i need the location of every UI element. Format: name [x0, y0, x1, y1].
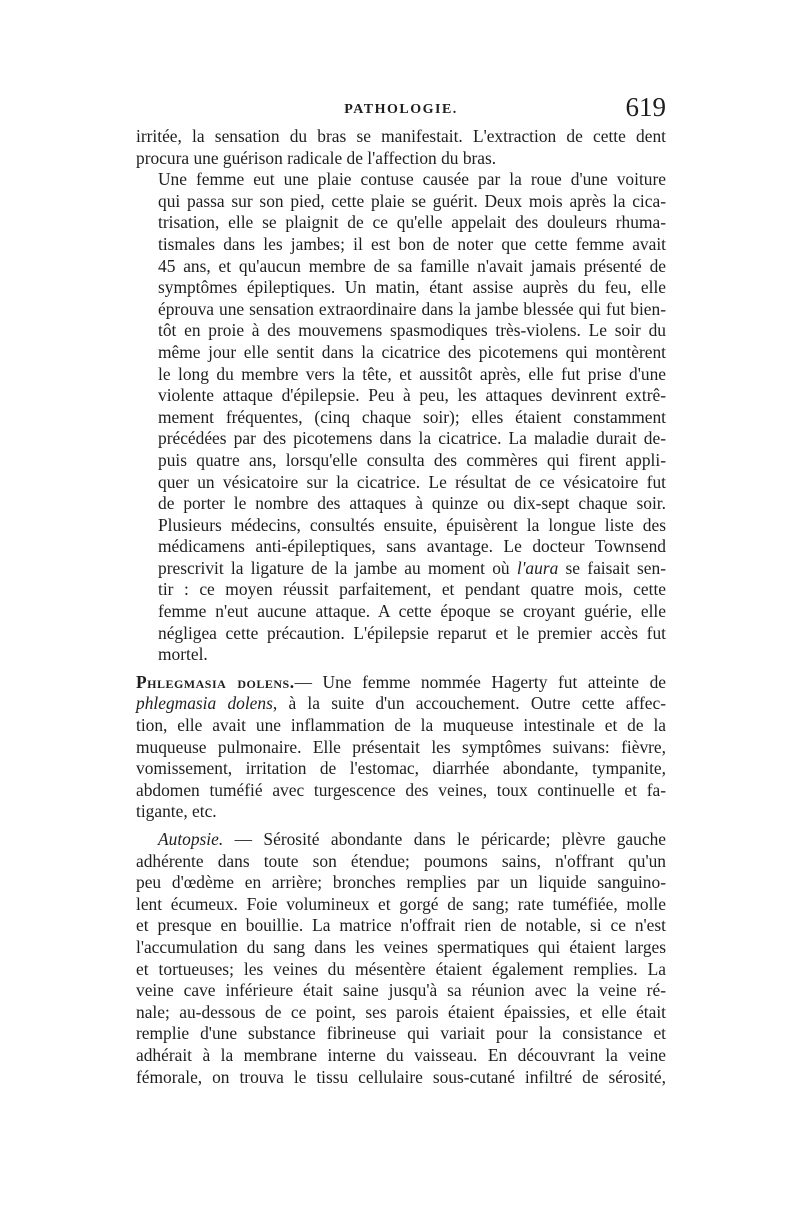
text-line: et presque en bouillie. La matrice n'offrait rien de notable, si ce n'est — [136, 915, 666, 936]
text-line: muqueuse pulmonaire. Elle présentait les symptômes suivans: fièvre, — [136, 736, 666, 757]
text-line: l'accumulation du sang dans les veines spermatiques qui étaient larges — [136, 936, 666, 957]
text-line: symptômes épileptiques. Un matin, étant assise auprès du feu, elle — [158, 277, 666, 298]
text-line: de porter le nombre des attaques à quinze ou dix-sept chaque soir. — [158, 493, 666, 514]
text-line: puis quatre ans, lorsqu'elle consulta des commères qui firent appli- — [158, 449, 666, 470]
text-line: négligea cette précaution. L'épilepsie reparut et le premier accès fut — [158, 622, 666, 643]
text-line: mement fréquentes, (cinq chaque soir); elles étaient constamment — [158, 406, 666, 427]
text-line: et tortueuses; les veines du mésentère étaient également remplies. La — [136, 958, 666, 979]
text-line: Plusieurs médecins, consultés ensuite, épuisèrent la longue liste des — [158, 514, 666, 535]
text-line: violente attaque d'épilepsie. Peu à peu, les attaques devinrent extrê- — [158, 385, 666, 406]
text-line: qui passa sur son pied, cette plaie se guérit. Deux mois après la cica- — [158, 190, 666, 211]
paragraph-epilepsy-case — [136, 169, 666, 666]
text-line: éprouva une sensation extraordinaire dans la jambe blessée qui fut bien- — [158, 298, 666, 319]
page-number: 619 — [625, 92, 666, 122]
text-line: prescrivit la ligature de la jambe au moment où l'aura se faisait sen- — [158, 557, 666, 578]
text-line: remplie d'une substance fibrineuse qui variait pour la consistance et — [136, 1023, 666, 1044]
text-line: trisation, elle se plaignit de ce qu'elle appelait des douleurs rhuma- — [158, 212, 666, 233]
body-text — [136, 126, 666, 1088]
paragraph-phlegmasia-dolens — [136, 672, 666, 823]
text-line — [136, 829, 666, 851]
paragraph-dent-extraction — [136, 126, 666, 169]
running-header — [136, 92, 666, 126]
text-line: tôt en proie à des mouvemens spasmodiques très-violens. Le soir du — [158, 320, 666, 341]
text-line: adhérait à la membrane interne du vaisseau. En découvrant la veine — [136, 1044, 666, 1065]
text-line: adhérente dans toute son étendue; poumons sains, n'offrant qu'un — [136, 850, 666, 871]
text-line — [136, 672, 666, 694]
text-line: le long du membre vers la tête, et aussitôt après, elle fut prise d'une — [158, 363, 666, 384]
text-line: abdomen tuméfié avec turgescence des veines, toux continuelle et fa- — [136, 779, 666, 800]
text-line: femme n'eut aucune attaque. A cette époque se croyant guérie, elle — [158, 601, 666, 622]
text-line: fémorale, on trouva le tissu cellulaire sous-cutané infiltré de sérosité, — [136, 1066, 666, 1087]
paragraph-autopsie — [136, 829, 666, 1088]
text-line: médicamens anti-épileptiques, sans avantage. Le docteur Townsend — [158, 536, 666, 557]
text-line: tismales dans les jambes; il est bon de noter que cette femme avait — [158, 233, 666, 254]
text-line: tigante, etc. — [136, 801, 217, 822]
text-line: tion, elle avait une inflammation de la muqueuse intestinale et de la — [136, 715, 666, 736]
text-fragment: — Une femme nommée Hagerty fut atteinte de — [294, 671, 667, 692]
text-line: 45 ans, et qu'aucun membre de sa famille n'avait jamais présenté de — [158, 255, 666, 276]
text-line: même jour elle sentit dans la cicatrice des picotemens qui montèrent — [158, 341, 666, 362]
text-line: phlegmasia dolens, à la suite d'un accouchement. Outre cette affec- — [136, 693, 666, 714]
text-line: mortel. — [158, 644, 208, 665]
text-line: précédées par des picotemens dans la cicatrice. La maladie durait de- — [158, 428, 666, 449]
text-line: quer un vésicatoire sur la cicatrice. Le résultat de ce vésicatoire fut — [158, 471, 666, 492]
section-heading: Phlegmasia dolens. — [136, 671, 295, 692]
text-line: nale; au-dessous de ce point, ses parois étaient épaissies, et elle était — [136, 1001, 666, 1022]
text-line: lent écumeux. Foie volumineux et gorgé de sang; rate tuméfiée, molle — [136, 893, 666, 914]
latin-term: l'aura — [516, 557, 559, 578]
text-line: Une femme eut une plaie contuse causée par la roue d'une voiture — [158, 169, 666, 190]
text-line: irritée, la sensation du bras se manifestait. L'extraction de cette dent — [136, 126, 666, 146]
text-line: tir : ce moyen réussit parfaitement, et pendant quatre mois, cette — [158, 579, 666, 600]
section-heading: Autopsie. — [158, 829, 224, 849]
running-title: PATHOLOGIE. — [344, 102, 458, 117]
text-line: procura une guérison radicale de l'affection du bras. — [136, 147, 497, 168]
text-line: peu d'œdème en arrière; bronches remplies par un liquide sanguino- — [136, 872, 666, 893]
text-line: veine cave inférieure était saine jusqu'à sa réunion avec la veine ré- — [136, 980, 666, 1001]
latin-term: phlegmasia dolens — [136, 693, 273, 714]
text-fragment: — Sérosité abondante dans le péricarde; plèvre gauche — [234, 829, 666, 849]
text-line: vomissement, irritation de l'estomac, diarrhée abondante, tympanite, — [136, 758, 666, 779]
